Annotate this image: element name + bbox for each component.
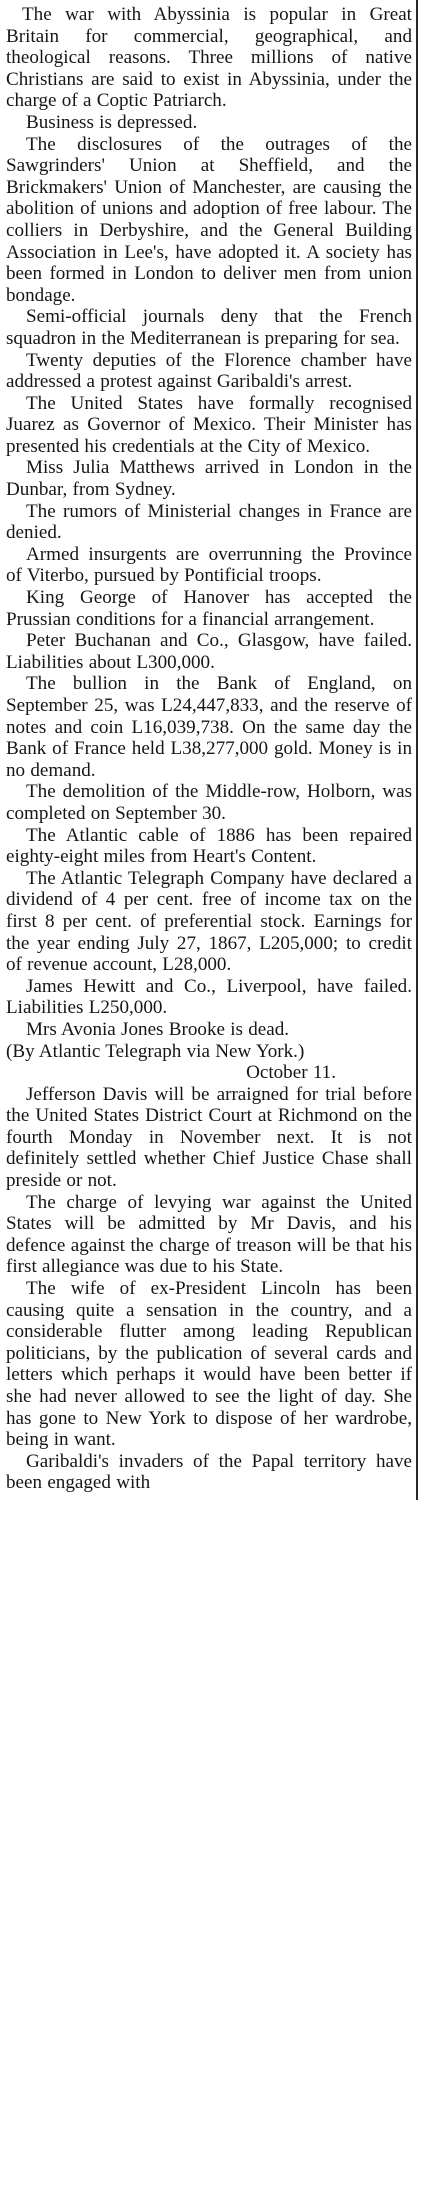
- column-rule: [416, 0, 418, 1500]
- paragraph-king-george: King George of Hanover has accepted the Prussian conditions for a financial arrangement.: [6, 587, 412, 630]
- paragraph-bullion: The bullion in the Bank of England, on September 25, was L24,447,833, and the reserve of notes and coin L16,039,738. On the same day the Bank of France held L38,277,000 gold. Money is in no demand.: [6, 673, 412, 781]
- paragraph-hewitt: James Hewitt and Co., Liverpool, have failed. Liabilities L250,000.: [6, 975, 412, 1019]
- telegraph-note: (By Atlantic Telegraph via New York.): [6, 1040, 305, 1062]
- paragraph-julia-matthews: Miss Julia Matthews arrived in London in the Dunbar, from Sydney.: [6, 457, 412, 501]
- paragraph-buchanan: Peter Buchanan and Co., Glasgow, have failed. Liabilities about L300,000.: [6, 630, 412, 673]
- paragraph-juarez: The United States have formally recognised Juarez as Governor of Mexico. Their Minister has presented his credentials at the City of Mexico.: [6, 392, 412, 457]
- paragraph-avonia-jones: Mrs Avonia Jones Brooke is dead.: [26, 1018, 290, 1040]
- paragraph-abyssinia-war: The war with Abyssinia is popular in Great Britain for commercial, geographical, and theological reasons. Three millions of native Christians are said to exist in Abyssinia, under the charge of a Coptic Patriarch.: [6, 4, 412, 112]
- paragraph-french-squadron: Semi-official journals deny that the French squadron in the Mediterranean is preparing for sea.: [6, 306, 412, 349]
- paragraph-florence-protest: Twenty deputies of the Florence chamber have addressed a protest against Garibaldi's arrest.: [6, 349, 412, 393]
- paragraph-mrs-lincoln: The wife of ex-President Lincoln has been causing quite a sensation in the country, and a considerable flutter among leading Republican politicians, by the publication of several cards and letters which perhaps it would have been better if she had never allowed to see the light of day. She has gone to New York to dispose of her wardrobe, being in want.: [6, 1278, 412, 1451]
- paragraph-garibaldi: Garibaldi's invaders of the Papal territory have been engaged with: [6, 1450, 412, 1494]
- paragraph-ministerial-rumors: The rumors of Ministerial changes in France are denied.: [6, 500, 412, 544]
- paragraph-unions: The disclosures of the outrages of the Sawgrinders' Union at Sheffield, and the Brickmakers' Union of Manchester, are causing the abolition of unions and adoption of free labour. The colliers in Derbyshire, and the General Building Association in Lee's, have adopted it. A society has been formed in London to deliver men from union bondage.: [6, 133, 412, 306]
- paragraph-business: Business is depressed.: [26, 111, 198, 133]
- paragraph-atlantic-cable: The Atlantic cable of 1886 has been repaired eighty-eight miles from Heart's Content.: [6, 824, 412, 868]
- paragraph-viterbo: Armed insurgents are overrunning the Province of Viterbo, pursued by Pontificial troops.: [6, 543, 412, 587]
- dateline: October 11.: [246, 1062, 336, 1084]
- paragraph-middle-row: The demolition of the Middle-row, Holborn, was completed on September 30.: [6, 781, 412, 824]
- paragraph-jefferson-davis: Jefferson Davis will be arraigned for trial before the United States District Court at Richmond on the fourth Monday in November next. It is not definitely settled whether Chief Justice Chase shall preside or not.: [6, 1083, 412, 1192]
- paragraph-davis-defence: The charge of levying war against the United States will be admitted by Mr Davis, and his defence against the charge of treason will be that his first allegiance was due to his State.: [6, 1191, 412, 1278]
- paragraph-telegraph-dividend: The Atlantic Telegraph Company have declared a dividend of 4 per cent. free of income tax on the first 8 per cent. of preferential stock. Earnings for the year ending July 27, 1867, L205,000; to credit of revenue account, L28,000.: [6, 867, 412, 976]
